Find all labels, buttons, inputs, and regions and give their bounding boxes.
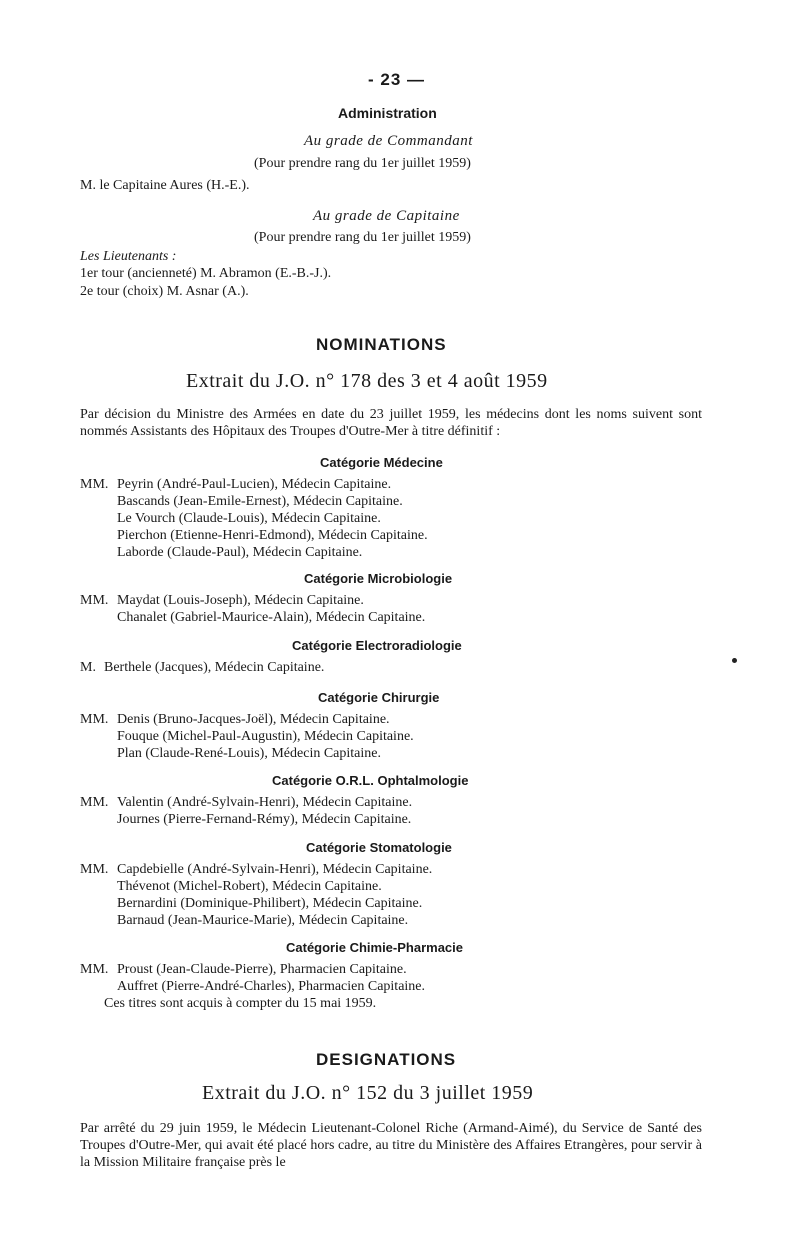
tour-1: 1er tour (ancienneté) M. Abramon (E.-B.-J.). <box>80 266 332 281</box>
nominee-entry: Bernardini (Dominique-Philibert), Médecin Capitaine. <box>117 896 423 911</box>
category-title: Catégorie Microbiologie <box>304 571 453 586</box>
category-title: Catégorie Médecine <box>320 455 443 470</box>
category-prefix: MM. <box>80 795 109 810</box>
nominee-entry: Capdebielle (André-Sylvain-Henri), Médecin Capitaine. <box>117 862 433 877</box>
nominee-entry: Chanalet (Gabriel-Maurice-Alain), Médecin Capitaine. <box>117 610 426 625</box>
category-prefix: MM. <box>80 477 109 492</box>
nominee-entry: Valentin (André-Sylvain-Henri), Médecin Capitaine. <box>117 795 413 810</box>
nominee-entry: Berthele (Jacques), Médecin Capitaine. <box>104 660 325 675</box>
nominee-entry: Bascands (Jean-Emile-Ernest), Médecin Capitaine. <box>117 494 403 509</box>
nominee-entry: Barnaud (Jean-Maurice-Marie), Médecin Capitaine. <box>117 913 409 928</box>
nominations-heading: NOMINATIONS <box>316 335 447 354</box>
grade-commandant: Au grade de Commandant <box>304 133 473 149</box>
category-prefix: MM. <box>80 593 109 608</box>
nominee-entry: Journes (Pierre-Fernand-Rémy), Médecin Capitaine. <box>117 812 412 827</box>
tour-2: 2e tour (choix) M. Asnar (A.). <box>80 284 249 299</box>
designations-heading: DESIGNATIONS <box>316 1050 457 1069</box>
category-prefix: MM. <box>80 712 109 727</box>
category-title: Catégorie Chirurgie <box>318 690 440 705</box>
nominee-entry: Pierchon (Etienne-Henri-Edmond), Médecin Capitaine. <box>117 528 428 543</box>
category-title: Catégorie Stomatologie <box>306 840 452 855</box>
grade-capitaine: Au grade de Capitaine <box>313 208 460 224</box>
category-prefix: MM. <box>80 962 109 977</box>
nominations-closing: Ces titres sont acquis à compter du 15 mai 1959. <box>104 996 377 1011</box>
nominee-entry: Maydat (Louis-Joseph), Médecin Capitaine. <box>117 593 364 608</box>
nominee-entry: Le Vourch (Claude-Louis), Médecin Capitaine. <box>117 511 381 526</box>
commandant-date: (Pour prendre rang du 1er juillet 1959) <box>254 156 471 171</box>
nominations-intro: Par décision du Ministre des Armées en date du 23 juillet 1959, les médecins dont les noms suivent sont nommés Assistants des Hôpitaux des Troupes d'Outre-Mer à titre définitif : <box>80 407 702 439</box>
designations-paragraph: Par arrêté du 29 juin 1959, le Médecin Lieutenant-Colonel Riche (Armand-Aimé), du Service de Santé des Troupes d'Outre-Mer, qui avait été placé hors cadre, au titre du Ministère des Affaires Etrangères, pour servir à la Mission Militaire française près le <box>80 1121 702 1170</box>
nominee-entry: Auffret (Pierre-André-Charles), Pharmacien Capitaine. <box>117 979 426 994</box>
nominee-entry: Plan (Claude-René-Louis), Médecin Capitaine. <box>117 746 381 761</box>
nominee-entry: Fouque (Michel-Paul-Augustin), Médecin Capitaine. <box>117 729 414 744</box>
commandant-name: M. le Capitaine Aures (H.-E.). <box>80 178 250 193</box>
category-prefix: MM. <box>80 862 109 877</box>
lieutenants-label: Les Lieutenants : <box>80 249 177 264</box>
nominee-entry: Thévenot (Michel-Robert), Médecin Capitaine. <box>117 879 382 894</box>
administration-title: Administration <box>338 105 437 121</box>
nominations-extract: Extrait du J.O. n° 178 des 3 et 4 août 1959 <box>186 370 548 392</box>
stray-dot <box>732 658 737 663</box>
category-title: Catégorie O.R.L. Ophtalmologie <box>272 773 469 788</box>
category-title: Catégorie Chimie-Pharmacie <box>286 940 464 955</box>
category-title: Catégorie Electroradiologie <box>292 638 462 653</box>
nominee-entry: Denis (Bruno-Jacques-Joël), Médecin Capitaine. <box>117 712 390 727</box>
capitaine-date: (Pour prendre rang du 1er juillet 1959) <box>254 230 471 245</box>
page-number: - 23 — <box>368 70 426 89</box>
designations-extract: Extrait du J.O. n° 152 du 3 juillet 1959 <box>202 1082 534 1104</box>
nominee-entry: Peyrin (André-Paul-Lucien), Médecin Capitaine. <box>117 477 392 492</box>
category-prefix: M. <box>80 660 96 675</box>
nominee-entry: Laborde (Claude-Paul), Médecin Capitaine. <box>117 545 363 560</box>
nominee-entry: Proust (Jean-Claude-Pierre), Pharmacien Capitaine. <box>117 962 407 977</box>
